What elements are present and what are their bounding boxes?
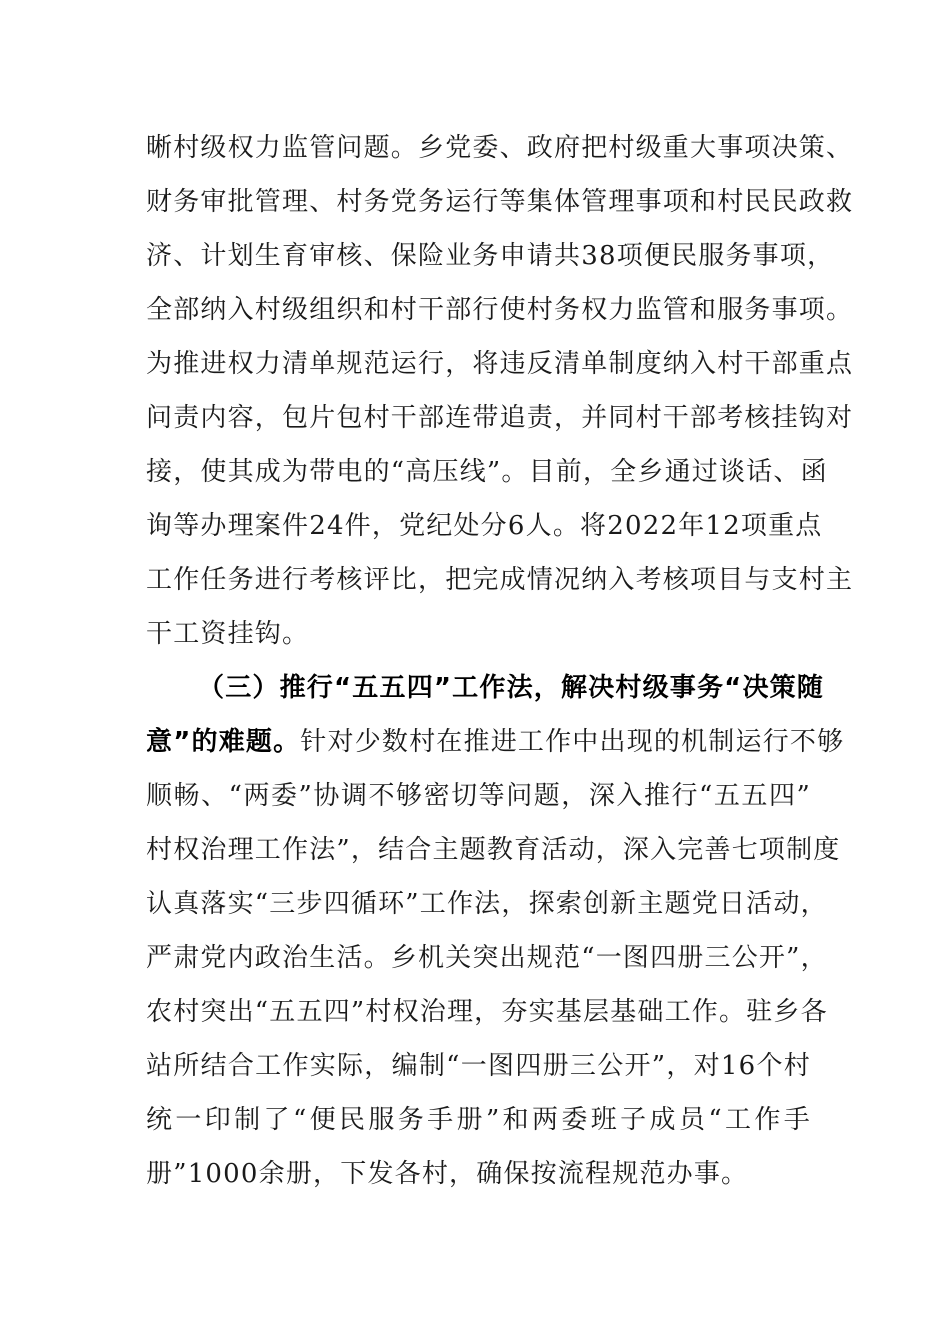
- paragraph-1-line-10: 干工资挂钩。: [146, 619, 310, 649]
- paragraph-1-line-7: 接，使其成为带电的“高压线”。目前，全乡通过谈话、函: [146, 457, 828, 487]
- paragraph-2-line-2-text: 针对少数村在推进工作中出现的机制运行不够: [300, 727, 845, 757]
- paragraph-2-line-5: 认真落实“三步四循环”工作法，探索创新主题党日活动，: [146, 889, 828, 919]
- paragraph-2-line-8: 站所结合工作实际，编制“一图四册三公开”，对16个村: [146, 1051, 811, 1081]
- paragraph-1-line-1: 晰村级权力监管问题。乡党委、政府把村级重大事项决策、: [146, 133, 854, 163]
- paragraph-1-line-4: 全部纳入村级组织和村干部行使村务权力监管和服务事项。: [146, 295, 854, 325]
- paragraph-1-line-3: 济、计划生育审核、保险业务申请共38项便民服务事项，: [146, 241, 835, 271]
- paragraph-2-line-4: 村权治理工作法”，结合主题教育活动，深入完善七项制度: [146, 835, 841, 865]
- paragraph-1-line-8: 询等办理案件24件，党纪处分6人。将2022年12项重点: [146, 511, 823, 541]
- paragraph-2-line-7: 农村突出“五五四”村权治理，夯实基层基础工作。驻乡各: [146, 997, 828, 1027]
- paragraph-2-line-9: 统一印制了“便民服务手册”和两委班子成员“工作手: [146, 1105, 811, 1135]
- paragraph-2-line-6: 严肃党内政治生活。乡机关突出规范“一图四册三公开”，: [146, 943, 828, 973]
- paragraph-1-line-6: 问责内容，包片包村干部连带追责，并同村干部考核挂钩对: [146, 403, 854, 433]
- paragraph-1-line-5: 为推进权力清单规范运行，将违反清单制度纳入村干部重点: [146, 349, 854, 379]
- paragraph-2-line-10: 册”1000余册，下发各村，确保按流程规范办事。: [146, 1159, 749, 1189]
- paragraph-2-line-2: [146, 722, 845, 762]
- paragraph-2-heading: （三）推行“五五四”工作法，解决村级事务“决策随: [198, 673, 825, 703]
- paragraph-1-line-2: 财务审批管理、村务党务运行等集体管理事项和村民民政救: [146, 187, 854, 217]
- paragraph-2-line-3: 顺畅、“两委”协调不够密切等问题，深入推行“五五四”: [146, 781, 811, 811]
- paragraph-2-heading-end: 意”的难题。: [146, 727, 301, 757]
- paragraph-1-line-9: 工作任务进行考核评比，把完成情况纳入考核项目与支村主: [146, 565, 854, 595]
